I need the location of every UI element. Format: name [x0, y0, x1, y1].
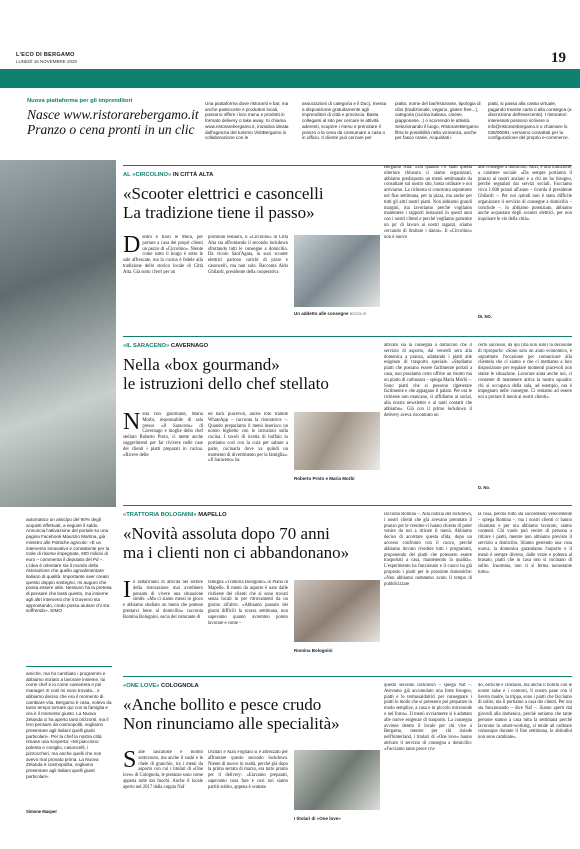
article1-col-3: Bergamo Alta: «Da quando c'è stato questa ulteriore chiusura ci siamo organizzati, abbiamo predisposto un menù settimanale da consultare sul nostro sito, basta ordinare e noi arriviamo. La richiesta si concentra soprattutto nel fine settimana, per la pizza, ma anche per tutti gli altri nostri piatti. Non abbiamo grandi margini, ma lavoriamo perché vogliamo mantenere i rapporti instaurati in questi anni con i nostri clienti e perché vogliamo garantire un po' di lavoro ai nostri ragazzi, stiamo cercando di limitare i danni». Il «Circolino» non è nuovo [384, 165, 472, 240]
page-number: 19 [551, 50, 566, 66]
article4-col-3: questo secondo lockdown – spiega Naf –. Avevamo già accumulato una forte bisogno, piatti e le termosaldatrici per consegnare i piatti in modo che si potessero poi preparare in modo semplice, a casa e in piccolo microonde o nel forno». Il menù ovviamente si è adattato alle nuove esigenze di trasporto. La consegna avviene dentro il locale per chi vive a Bergamo, mentre per chi risiede nell'hinterland, i titolari di «One love» hanno attivato il servizio di consegna a domicilio: «Facciamo tanto pesce cru- [384, 683, 472, 752]
article3-col-3: racconta Romina –. Alla notizia del lockdown, i nostri clienti che già avevano prenotato il pranzo per le cresime ci hanno chiesto di poter venire da noi a ritirare il menù. Abbiamo deciso di accettare questa sfida, dopo un accesso confronto con il cuoco, perché abbiamo dovuto rivedere tutti i programmi, proponendo dei piatti che potessero essere trasportati a casa, mantenendo la qualità». L'esperimento ha funzionato e il cuoco ha già proposto i piatti per le prossime domeniche: «Non abbiamo nemmeno avuto il tempo di pubblicizzare [384, 512, 472, 587]
article1-signature: DI. NO. [478, 314, 492, 319]
article2-col-3: attivato sia la consegna a domicilio che il servizio di asporto, dal venerdì sera alla domenica a pranzo, adattando i piatti alle esigenze di trasporto speciale. «Studiamo piatti che possano essere facilmente portati a casa, non possiamo certo offrire un risotto ma un piatto di carbonara – spiega Maria Morbi –. Sono piatti che si possono rigenerare facilmente e che appagano il palato. Per ora le richieste non mancano, ci affidiamo ai social, alla nostra newsletter e ai tanti contatti che abbiamo». Già con il primo lockdown il delivery aveva riscontrato un [384, 343, 472, 418]
sidebar-text-top: automatico un anticipo del 90% degli acquisti effettuati, a seguire il saldo. Annuncia l'attivazione del portale su una pagina Facebook Maurizio Martina, già ministro alle Politiche agricole: «È un intervento innovativo e consistente per la mole di risorse impegnate, 600 milioni di euro – commenta il deputato del Pd –. L'idea è orientare sia il mondo della ristorazione che quello agroalimentare italiano di qualità. Importante aver creato questo doppio sostegno, mi auguro che possa essere utile. Nessuno ha la pretesa di pensare che basti questo, ma insieme agli altri interventi che il Governo sta approntando, credo possa aiutare chi sta soffrendo». SIMO [26, 517, 112, 614]
article3-title: «Novità assoluta dopo 70 anni ma i clienti non ci abbandonano» [123, 524, 350, 562]
article1-caption: Un addetto alle consegne BEDOLIS [294, 311, 367, 316]
article2-col-1: Nella box gourmand, Maria Morbi, responsabile di sala presso «Il Saraceno» di Cavernago e moglie dello chef stellato Roberto Proto, ci mette anche suggerimenti per far rivivere nelle case dei clienti i piatti preparati in cucina. «Riceve delle [123, 412, 203, 458]
article4-title: «Anche bollito e pesce crudo Non rinunciamo alle specialità» [123, 695, 340, 733]
lead-col-4: piatti, si passa alla cassa virtuale, pagando tramite carta o alla consegna (a discrezione dell'esercente). I ristoratori interessati possono scrivere a info@ristorarebergamo.it o chiamare lo 035/00091: verranno contattati per la configurazione del proprio e-commerce. [488, 101, 572, 141]
article2-col-2: ed back piacevoli, anche foto tramite WhatsApp – racconta la ristoratrice –. Quando prepariamo il menù inserisco un nostro biglietto con le istruzioni sulla cucina. I tavoli di ricetta di buffalo lo portiamo così con la cura per saltare a parte, cucinarla dove va quindi un momento di divertimento per la famiglia». «Il Saraceno» ha [208, 412, 288, 464]
article3-col-4: la cosa, perché tutto sta succedendo velocemente – spiega Romina –, ma i nostri clienti ci hanno chiamato e per ora abbiamo lavorato, siamo contenti. Chi vuole può venire di persona a ritirare i piatti, mentre non abbiamo previsto il servizio a domicilio. Stiamo gestendo una cosa nuova, la domenica garantiamo l'asporto e il menù è sempre diverso, dalle verze e polenta al brasato, piatti che in casa non si cucinano di solito. Insomma, non ci si ferma nonostante tutto». [478, 512, 572, 575]
lead-col-1: Una piattaforma dove ristoranti e bar, ma anche pasticcerie e produttori locali, possono offrire i loro menu e prodotti in formato delivery o take away. Si chiama www.ristorarebergamo.it, iniziativa ideata dall'agenzia del turismo VisitBergamo in collaborazione con le [205, 101, 289, 141]
article2-title: Nella «box gourmand» le istruzioni dello chef stellato [123, 355, 329, 393]
article2-top-rule [123, 336, 572, 337]
article1-col-2: profondo restauro, il «Circolino» di Città Alta sta affrontando il secondo lockdown sfruttando tutti le consegne a domicilio. Da vicolo Sant'Agata, in suoi scooter elettrici partono carichi di pizze e casoncelli, ma non solo. Racconta Aldo Ghilardi, presidente della cooperativa [208, 235, 288, 275]
article2-caption: Roberto Proto e Maria Morbi [294, 476, 355, 481]
article2-photo [294, 412, 380, 470]
article1-kicker: AL «CIRCOLINO» IN CITTÀ ALTA [123, 172, 214, 178]
article1-photo [294, 235, 380, 307]
restaurant-kitchen-photo [0, 160, 116, 507]
lead-col-2: associazioni di categoria e il Duc), messa a disposizione gratuitamente agli imprenditori di città e provincia. Basta collegarsi al sito per cercare le attività aderenti, scoprire i menu e prenotare il pranzo o la cena da consumare a casa o in ufficio. Il cliente può cercare per [302, 101, 387, 141]
article2-kicker: «IL SARACENO» CAVERNAGO [123, 343, 209, 349]
article1-col-1: Dentro e fuori le Mura, per portare a casa dei propri clienti un pezzo di «Circolino». Niente come sotto il borgo è sotto le sale affrescate, ma la cucina è fedele alla tradizione dello storico locale di Città Alta. Già sotto i ferri per un [123, 235, 203, 275]
article4-col-2: Dizdari e Alan Fogliani si è attrezzato per affrontare questo secondo lockdown. Niente di nuovo in realtà, perché già dopo la prima serrata di marzo, era tutto pronto per il delivery: «Eravamo preparati, sapevamo cosa fare e così noi siamo partiti subito, appena è scattato [208, 750, 288, 790]
article4-col-1: Sabe Iascaluste e bollito sottovuoto, ma anche il sushi e le chele di granchio, tra i menù da asporto con cui i titolari di «One love» di Colognola, le pietanze sono come appena tolte dai fuochi. Anche il locale aperto nel 2017 dalla coppia Naf [123, 750, 203, 790]
sidebar-divider [26, 666, 112, 667]
lead-title-line2: Pranzo o cena pronti in un clic [27, 122, 195, 137]
article2-signature: D. No. [478, 485, 491, 490]
article4-col-4: do, ostriche e crostacei, ma anche il bollito con le nostre salse e i contorni, il nostro pane con il lievito madre, la trippa, sono i piatti che facciamo di solito, ma li portiamo a casa dei clienti. Per ora sta funzionando – dice Naf –. Siamo aperti dal giovedì alla domenica, perché notiamo che tante persone stanno a casa tutta la settimana perché lavorano in smart-working, si tende ad ordinare comunque durante il fine settimana, le abitudini non sono cambiate». [478, 683, 572, 741]
article4-kicker: «ONE LOVE» COLOGNOLA [123, 683, 199, 689]
lead-title-line1: Nasce www.ristorarebergamo.it [27, 107, 199, 122]
sidebar-text-bottom: amiche, ma ho cambiato i programmi e abbiamo iniziato a lavorare insieme, lui come chef e io come cameriera e poi manager. E così mi sono trovata... e abbiamo deciso che era il momento di cambiare vita. Bergamo è casa, volevo da tanto tempo tornare qui con la famiglia e ora è il momento giusto. La Nuova Zelanda ci ha aperto tanti orizzonti, ma il loro pensare da cosmopoliti, vogliamo presentare agli italiani quelli giusti particolari». Per la chef la nostra città rimane una scoperta: «Mi piacciono polenta e coniglio, casoncelli, i pizzoccheri, ma anche quelli che non avevo mai provato prima. La Nuova Zelanda è cosmopolita, vogliamo presentare agli italiani quelli giusti particolari». [26, 671, 112, 779]
sidebar-signature: Simone Masper [26, 809, 57, 814]
article3-caption: Romina Bolognini [294, 648, 333, 653]
article1-col-4: alle consegne a domicilio. Anzi, è una tradizione, a carattere sociale: «Da sempre portiamo il pranzo ai nostri anziani e a chi ne ha bisogno, perché segnalati dai servizi sociali. Facciamo circa 1.000 pranzi all'anno – ricorda il presidente Ghilardi –. Per noi quindi non è stato difficile organizzare il servizio di consegne a domicilio – conclude –. Io abbiamo potenziato, abbiamo anche acquistato degli scooter elettrici, per non inquinare le vie della città». [478, 165, 572, 223]
publication-name: L'ECO DI BERGAMO [16, 52, 75, 58]
article2-col-4: certo successo, da qui (ma non solo) la decisione di riproporlo: «Sono solo un aiuto economico, è soprattutto l'occasione per comunicare alla clientela che ci siamo e che ci mettiamo a loro disposizione per regalare momenti piacevoli non stante le situazione. Lavorare aiuta anche noi, ci consente di mantenere attiva la nostra squadra: chi si occupava della sala, ad esempio, ora è impegnato nelle consegne. Ci teniamo ad essere noi a portare il menù ai nostri clienti». [478, 343, 572, 401]
lead-box [27, 98, 199, 137]
article4-caption: I titolari di «One love» [294, 816, 341, 821]
article3-col-1: In settant'anni di attività nel settore della ristorazione mai avrebbero pensato di vivere una situazione simile. «Ma ci siamo messi in gioco e abbiamo studiato un menù che potesse prestarsi bene al domicilio» racconta Romina Bolognini, socia del ristorante di [123, 580, 203, 620]
header-bar [0, 69, 580, 88]
lead-col-3: piatto, nome del bar/ristorante, tipologia di cibo (tradizionale, vegano, gluten free...), categoria (cucina italiana, cinese, giapponese...) o scorrendo le attività. Selezionando il luogo, RistorareBergamo filtra le possibilità nella vicinanza, anche per fasce orarie. Acquistati i [395, 101, 481, 141]
article1-title: «Scooter elettrici e casoncelli La tradizione tiene il passo» [123, 184, 324, 222]
lead-kicker: Nuova piattaforma per gli imprenditori [27, 98, 133, 104]
article3-col-2: famiglia «Trattoria Bolognini» di Piano di Mapello. Il menù da asporto è nato dalle richieste dei clienti che si sono trovati senza locali in per ritrovamenti da un giorno all'altro. «Abbiamo passato dei giorni difficili la scorsa settimana, non sapevamo quanto avremmo potuto lavorare e come – [208, 580, 288, 626]
article4-top-rule [123, 676, 572, 677]
article3-kicker: «TRATTORIA BOLOGNINI» MAPELLO [123, 512, 227, 518]
article3-photo [294, 580, 380, 642]
issue-date: LUNEDÌ 16 NOVEMBRE 2020 [16, 59, 78, 64]
article3-top-rule [123, 505, 572, 506]
article4-photo [294, 750, 380, 810]
